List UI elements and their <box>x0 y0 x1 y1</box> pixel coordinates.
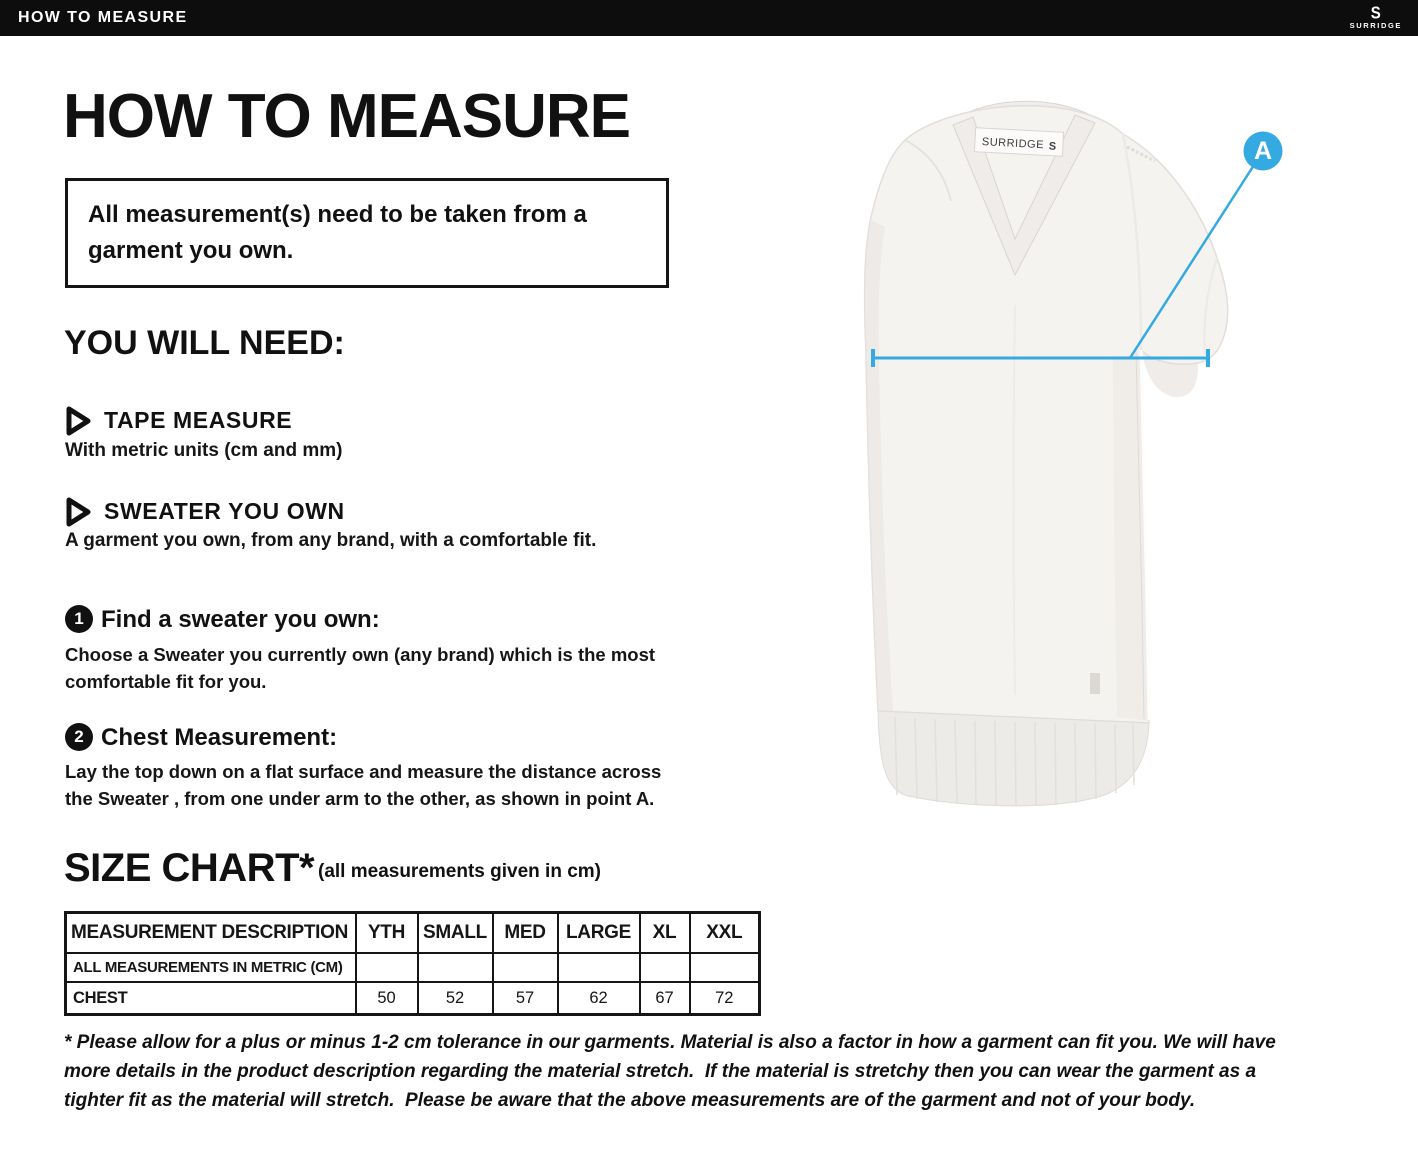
empty-cell <box>418 953 493 982</box>
step-description-line: Lay the top down on a flat surface and measure the distance across <box>65 761 662 782</box>
footnote-line: tighter fit as the material will stretch. Please be aware that the above measurements are of the garment and not of your body. <box>64 1090 1196 1111</box>
header-cell: LARGE <box>558 913 640 954</box>
empty-cell <box>640 953 690 982</box>
garment-collar-label <box>974 128 1063 157</box>
surridge-logo-icon: S <box>1370 3 1381 24</box>
garment-side-tag <box>1090 673 1100 694</box>
size-value-cell: 62 <box>558 982 640 1015</box>
size-value-cell: 50 <box>356 982 418 1015</box>
table-row <box>66 953 760 982</box>
size-value-cell: 52 <box>418 982 493 1015</box>
point-a-label: A <box>1253 137 1273 165</box>
step-title: Chest Measurement: <box>101 724 338 751</box>
step-number-badge: 1 <box>65 605 93 633</box>
step-description-line: Choose a Sweater you currently own (any brand) which is the most <box>65 644 656 665</box>
header-cell: XXL <box>690 913 760 954</box>
row-label-cell: ALL MEASUREMENTS IN METRIC (CM) <box>66 953 356 982</box>
header-cell: YTH <box>356 913 418 954</box>
empty-cell <box>690 953 760 982</box>
surridge-logo <box>1349 3 1418 31</box>
garment-image <box>775 55 1295 845</box>
step-title: Find a sweater you own: <box>101 606 380 633</box>
size-value-cell: 72 <box>690 982 760 1015</box>
table-header-row <box>66 913 760 954</box>
page-title: HOW TO MEASURE <box>63 82 630 151</box>
play-triangle-icon <box>65 406 92 441</box>
notice-line: All measurement(s) need to be taken from a <box>88 201 587 228</box>
step-number-badge: 2 <box>65 723 93 751</box>
size-chart-table <box>64 911 761 1016</box>
need-item-description: With metric units (cm and mm) <box>65 440 343 461</box>
footnote <box>64 1028 1374 1115</box>
step-description <box>65 642 655 695</box>
empty-cell <box>558 953 640 982</box>
footnote-line: * Please allow for a plus or minus 1-2 cm tolerance in our garments. Material is also a factor in how a garment can fit you. We will have <box>64 1032 1276 1053</box>
need-item-label: SWEATER YOU OWN <box>104 498 345 524</box>
step-description-line: comfortable fit for you. <box>65 670 267 692</box>
notice-line: garment you own. <box>88 237 294 264</box>
you-will-need-heading: YOU WILL NEED: <box>64 324 345 362</box>
size-chart-subheading: (all measurements given in cm) <box>318 861 601 882</box>
step-description-line: the Sweater , from one under arm to the other, as shown in point A. <box>65 787 655 809</box>
header-cell: MED <box>493 913 558 954</box>
footnote-line: more details in the product description regarding the material stretch. If the material is stretchy then you can wear the garment as a <box>64 1061 1257 1082</box>
top-bar-title: HOW TO MEASURE <box>18 9 188 26</box>
measurement-point-a-badge <box>1244 132 1283 171</box>
empty-cell <box>493 953 558 982</box>
size-value-cell: 67 <box>640 982 690 1015</box>
garment-label-text: SURRIDGE <box>981 136 1045 152</box>
row-label-cell: CHEST <box>66 982 356 1015</box>
header-cell: SMALL <box>418 913 493 954</box>
size-value-cell: 57 <box>493 982 558 1015</box>
header-cell: XL <box>640 913 690 954</box>
need-item-description: A garment you own, from any brand, with a comfortable fit. <box>65 530 597 551</box>
table-row <box>66 982 760 1015</box>
garment-label-logo-icon: S <box>1048 140 1057 153</box>
step-description <box>65 759 661 812</box>
size-chart-heading: SIZE CHART* <box>64 846 315 890</box>
header-cell: MEASUREMENT DESCRIPTION <box>66 913 356 954</box>
need-item-label: TAPE MEASURE <box>104 407 293 433</box>
top-bar <box>0 0 1418 36</box>
play-triangle-icon <box>65 497 92 532</box>
notice-box <box>65 178 669 288</box>
surridge-logo-text: SURRIDGE <box>1349 21 1402 31</box>
empty-cell <box>356 953 418 982</box>
